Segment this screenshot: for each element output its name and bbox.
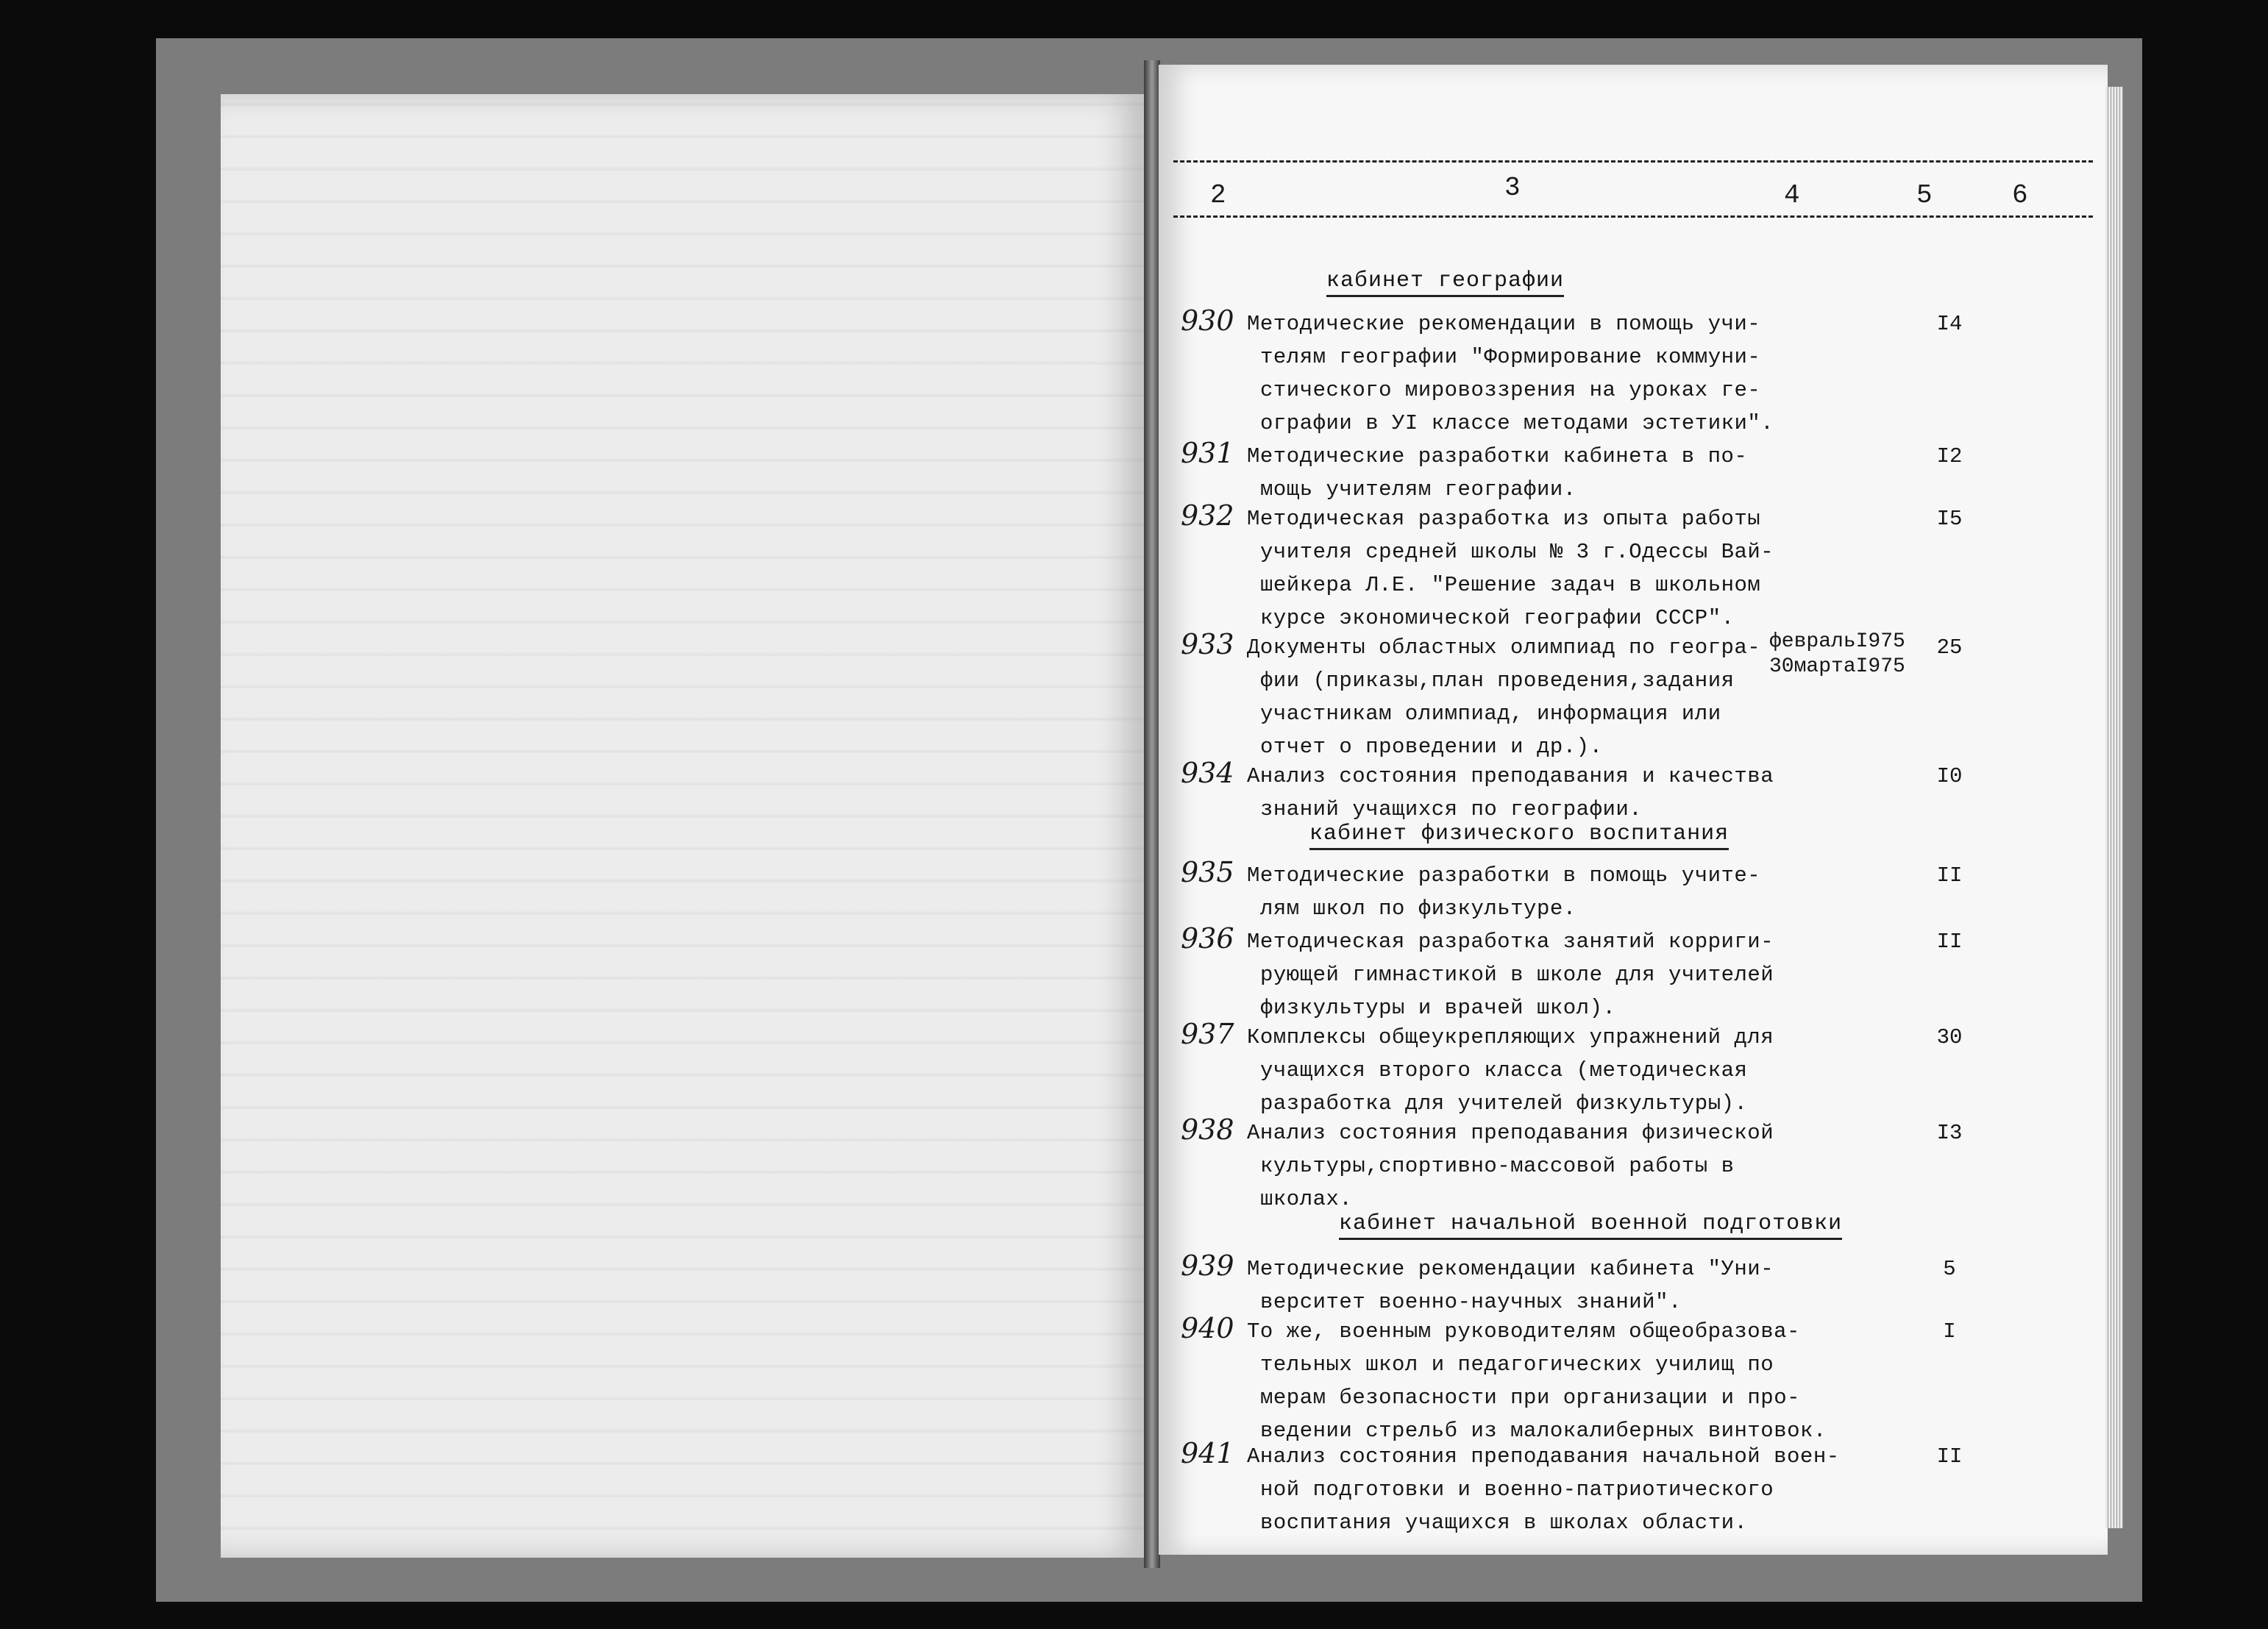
item-description: Методическая разработка из опыта работы учителя средней школы № 3 г.Одессы Вай- шейкера Л.Е. "Решение задач в школьном курсе экономической географии СССР". — [1247, 507, 1774, 630]
item-description: Методические рекомендации кабинета "Уни- верситет военно-научных знаний". — [1247, 1257, 1774, 1314]
item-page-count: I — [1943, 1319, 1956, 1344]
column-header-4: 4 — [1784, 180, 1800, 210]
item-page-count: I3 — [1936, 1121, 1963, 1145]
item-number: 937 — [1181, 1018, 1234, 1050]
item-page-count: II — [1936, 863, 1963, 888]
item-page-count: II — [1936, 930, 1963, 954]
column-header-5: 5 — [1916, 180, 1933, 210]
item-number: 933 — [1181, 628, 1234, 660]
item-dates: февральI975 30мартаI975 — [1769, 630, 1905, 678]
item-page-count: 5 — [1943, 1257, 1956, 1281]
item-page-count: I2 — [1936, 444, 1963, 468]
item-description: То же, военным руководителям общеобразова- тельных школ и педагогических училищ по мерам безопасности при организации и про- ведении стрельб из малокалиберных винтовок. — [1247, 1319, 1827, 1443]
item-number: 941 — [1181, 1437, 1234, 1469]
item-number: 930 — [1181, 304, 1234, 337]
item-page-count: 25 — [1936, 635, 1963, 660]
mirrored-text-ghost — [221, 94, 1146, 1558]
document-page — [1159, 65, 2108, 1555]
item-description: Методическая разработка занятий корриги- рующей гимнастикой в школе для учителей физкультуры и врачей школ). — [1247, 930, 1774, 1020]
item-page-count: I0 — [1936, 764, 1963, 788]
section-title-geography: кабинет географии — [1326, 269, 1564, 297]
item-number: 935 — [1181, 856, 1234, 888]
item-page-count: I4 — [1936, 312, 1963, 336]
item-description: Методические рекомендации в помощь учи- телям географии "Формирование коммуни- стического мировоззрения на уроках ге- ографии в УI классе методами эстетики". — [1247, 312, 1774, 435]
section-title-military-training: кабинет начальной военной подготовки — [1339, 1212, 1842, 1240]
section-title-physical-education: кабинет физического воспитания — [1309, 822, 1729, 850]
item-description: Документы областных олимпиад по геогра- фии (приказы,план проведения,задания участникам олимпиад, информация или отчет о проведении и др.). — [1247, 635, 1761, 759]
item-page-count: 30 — [1936, 1025, 1963, 1049]
item-description: Комплексы общеукрепляющих упражнений для учащихся второго класса (методическая разработка для учителей физкультуры). — [1247, 1025, 1774, 1116]
column-header-6: 6 — [2012, 180, 2028, 210]
column-header-3: 3 — [1504, 173, 1521, 203]
item-description: Анализ состояния преподавания начальной воен- ной подготовки и военно-патриотического воспитания учащихся в школах области. — [1247, 1444, 1840, 1535]
item-number: 938 — [1181, 1113, 1234, 1146]
item-description: Анализ состояния преподавания и качества знаний учащихся по географии. — [1247, 764, 1774, 821]
inventory-listing — [1159, 65, 2108, 1555]
item-number: 931 — [1181, 437, 1234, 469]
page-stack-edge — [2105, 87, 2123, 1528]
header-rule-top — [1173, 160, 2093, 163]
item-page-count: I5 — [1936, 507, 1963, 531]
item-number: 932 — [1181, 499, 1234, 532]
item-number: 940 — [1181, 1312, 1234, 1344]
header-rule-bottom — [1173, 215, 2093, 218]
item-description: Методические разработки кабинета в по- мощь учителям географии. — [1247, 444, 1748, 502]
item-number: 939 — [1181, 1250, 1234, 1282]
item-number: 936 — [1181, 922, 1234, 955]
left-page-bleedthrough — [221, 94, 1146, 1558]
item-description: Методические разработки в помощь учите- лям школ по физкультуре. — [1247, 863, 1761, 921]
item-description: Анализ состояния преподавания физической культуры,спортивно-массовой работы в школах. — [1247, 1121, 1774, 1211]
item-number: 934 — [1181, 757, 1234, 789]
item-page-count: II — [1936, 1444, 1963, 1469]
book-spine — [1144, 60, 1160, 1568]
column-header-2: 2 — [1210, 180, 1226, 210]
